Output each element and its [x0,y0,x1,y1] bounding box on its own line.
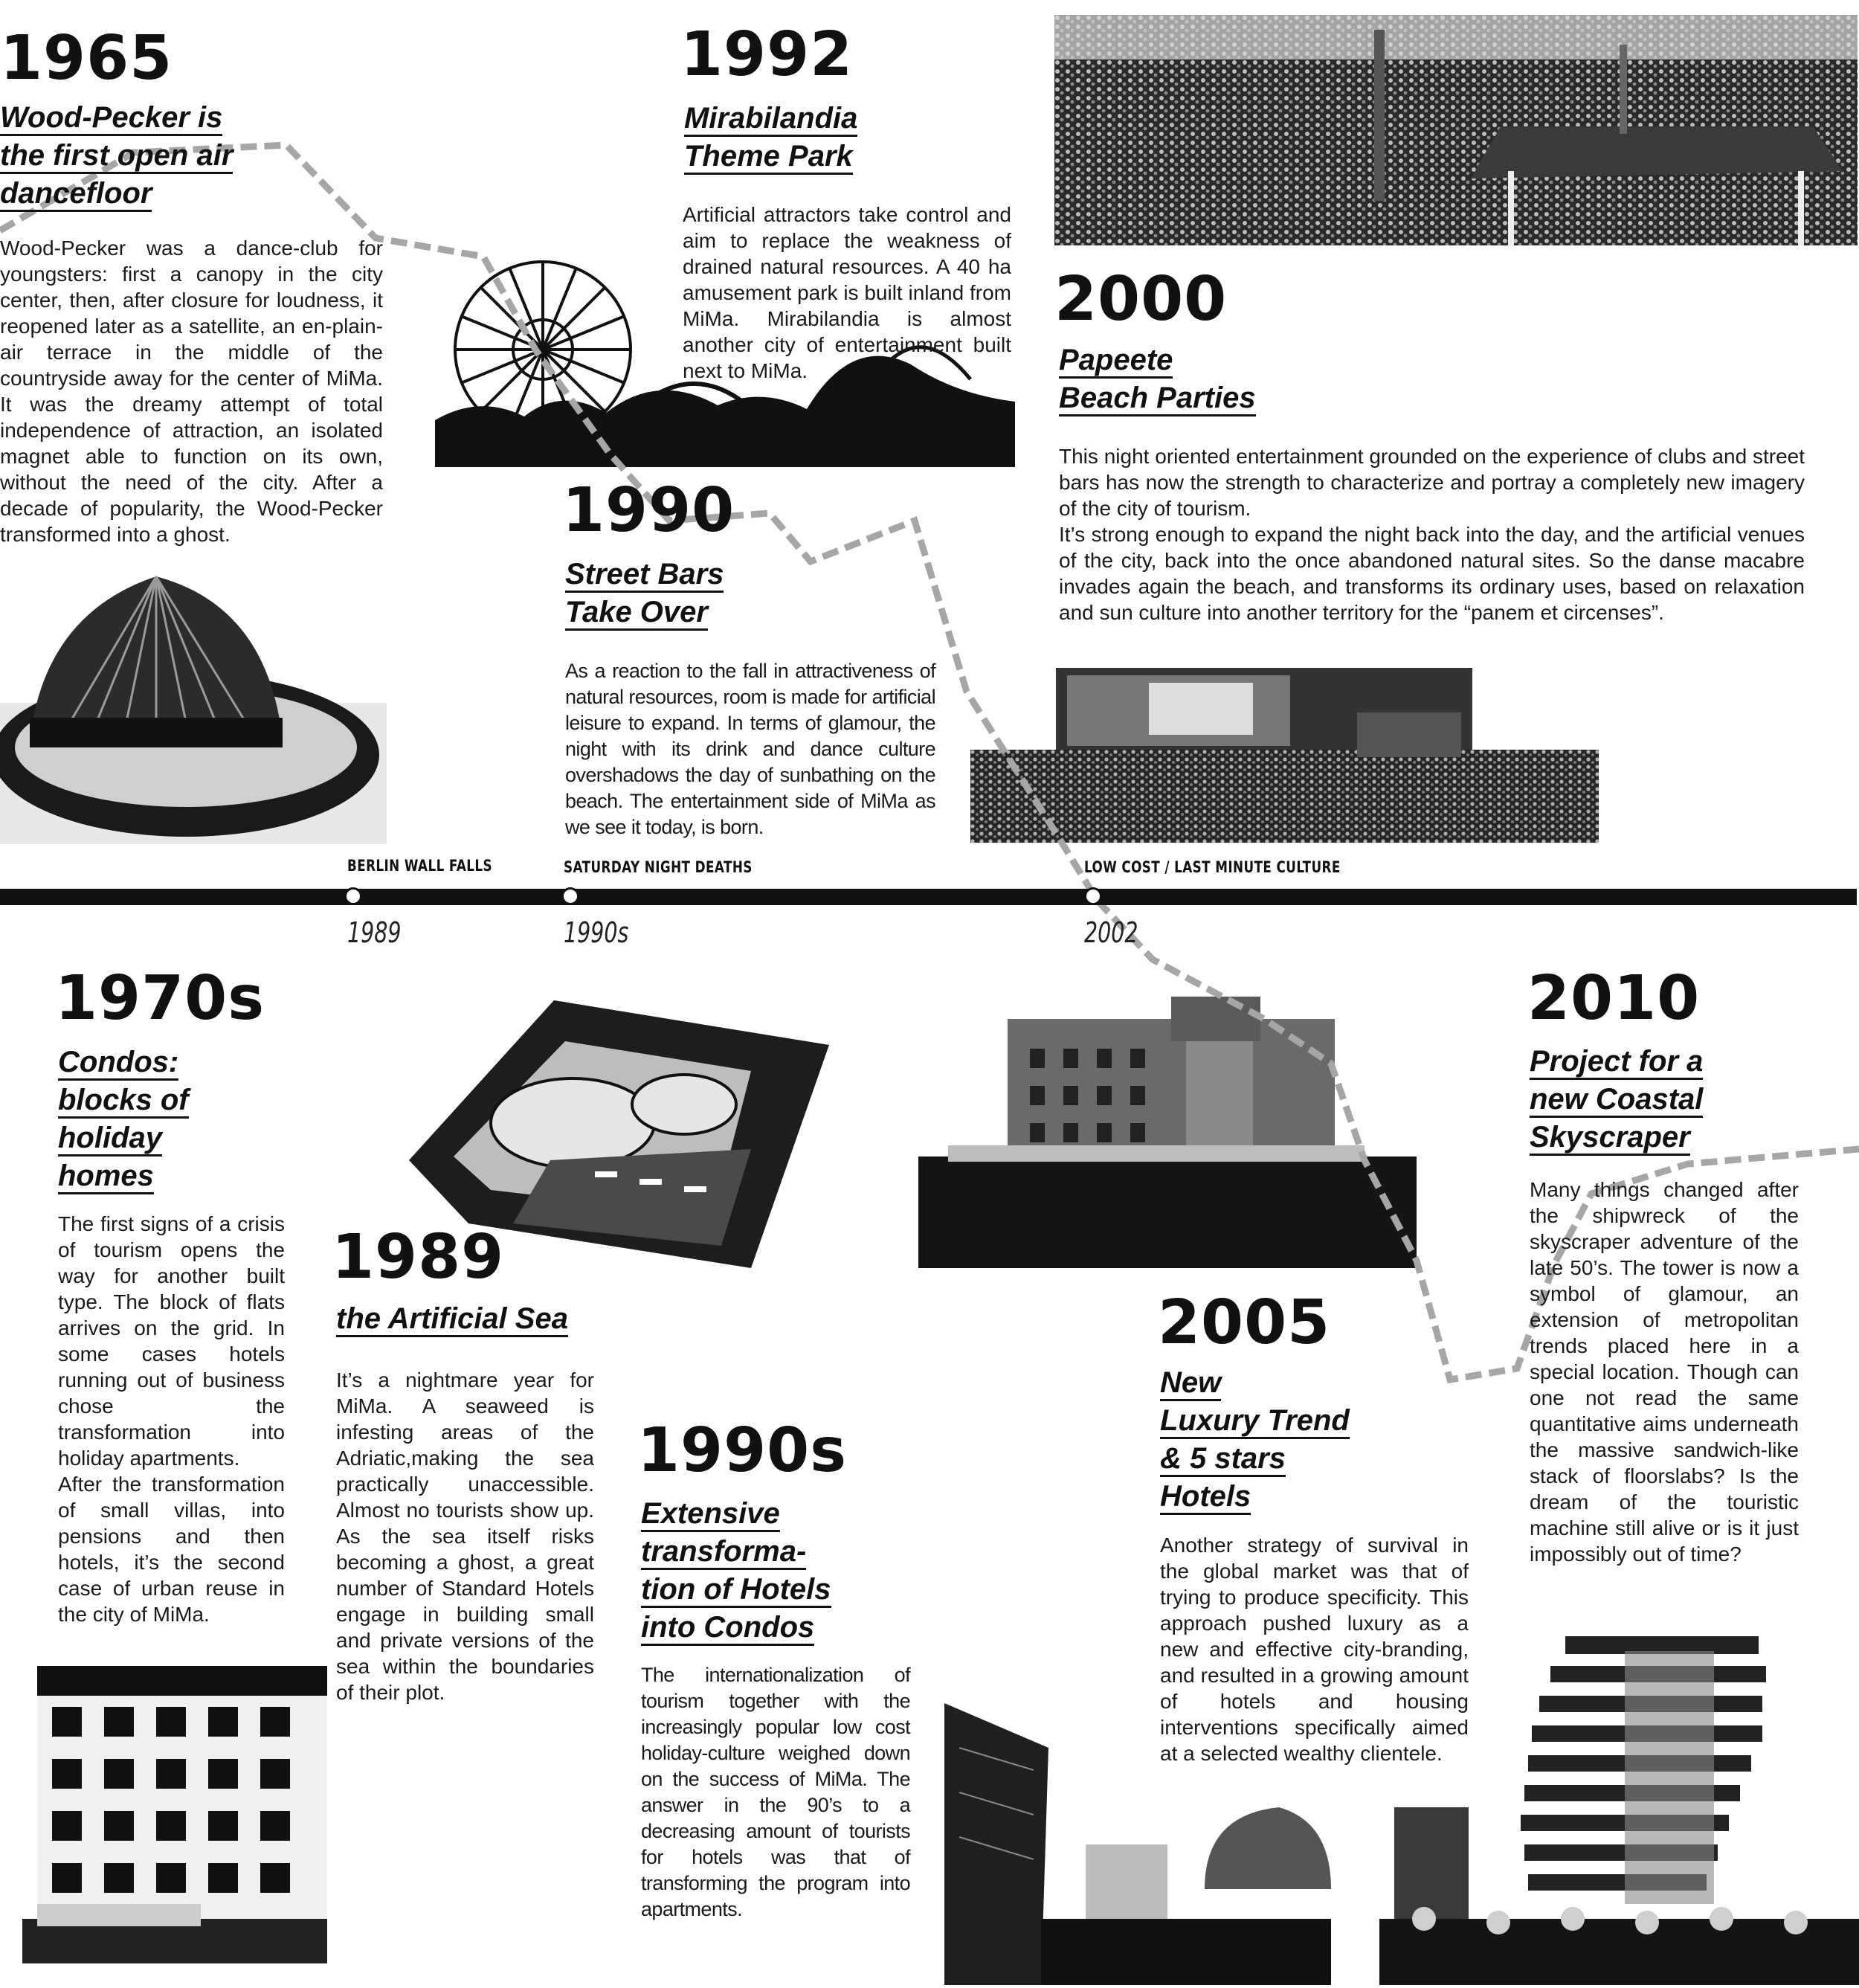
heading-2005-text: New Luxury Trend & 5 stars Hotels [1160,1366,1350,1515]
timeline-marker-2002 [1084,887,1102,905]
timeline-marker-1989 [344,887,362,905]
year-1989: 1989 [332,1222,505,1293]
heading-1965-text: Wood-Pecker is the first open air dancefloor [0,101,233,212]
heading-2010 [1530,1043,1753,1157]
body-1970s: The first signs of a crisis of tourism opens the way for another built type. The block of flats arrives on the grid. In some cases hotels running out of business chose the transformation into holiday apartments. After the transformation of small villas, into pensions and then hotels, it’s the second case of urban reuse in the city of MiMa. [58,1212,285,1626]
event-label-berlin-wall: BERLIN WALL FALLS [347,857,492,875]
body-2005: Another strategy of survival in the global market was that of trying to produce specificity. This approach pushed luxury as a new and effective city-branding, and resulted in a growing amount of hotels and housing interventions specifically aimed at a selected wealthy clientele. [1160,1534,1469,1765]
year-2000: 2000 [1054,264,1228,335]
event-date-2002: 2002 [1084,916,1138,949]
event-date-1989: 1989 [347,916,402,949]
heading-1992-text: Mirabilandia Theme Park [684,102,857,175]
body-2010: Many things changed after the shipwreck of the skyscraper adventure of the late 50’s. The tower is now a symbol of glamour, an extension of metropolitan trends placed here in a special location. Though can one not read the same quantitative aims underneath the massive sandwich-like stack of floorslabs? Is the dream of the touristic machine still alive or is it just impossibly out of time? [1530,1178,1799,1566]
timeline-marker-1990s [561,887,579,905]
body-1992: Artificial attractors take control and aim to replace the weakness of drained natural resources. A 40 ha amusement park is built inland from MiMa. Mirabilandia is almost another city of entertainment built next to MiMa. [683,203,1011,382]
body-1990: As a reaction to the fall in attractiveness of natural resources, room is made for artificial leisure to expand. In terms of glamour, the night with its drink and dance culture overshadows the day of sunbathing on the beach. The entertainment side of MiMa as we see it today, is born. [565,660,935,838]
body-1989: It’s a nightmare year for MiMa. A seaweed is infesting areas of the Adriatic,making the sea practically unaccessible. Almost no tourists show up. As the sea itself risks becoming a ghost, a great number of Standard Hotels engage in building small and private versions of the sea within the boundaries of their plot. [336,1368,594,1704]
heading-1970s [58,1043,222,1195]
year-1990: 1990 [562,475,735,546]
year-1970s: 1970s [55,963,265,1034]
heading-1990s-text: Extensive transforma- tion of Hotels into Condos [641,1497,831,1646]
body-2000: This night oriented entertainment grounded on the experience of clubs and street bars has now the strength to characterize and portray a completely new imagery of the city of tourism. It’s strong enough to expand the night back into the day, and the artificial venues of the city, back into the once abandoned natural sites. So the danse macabre invades again the beach, and transforms its ordinary uses, based on relaxation and sun culture into another territory for the “panem et circenses”. [1059,445,1805,624]
heading-1970s-text: Condos: blocks of holiday homes [58,1046,189,1194]
timeline-axis [0,889,1857,905]
year-1965: 1965 [0,23,173,94]
heading-1965 [0,99,253,213]
heading-2000-text: Papeete Beach Parties [1059,344,1256,416]
year-2010: 2010 [1527,963,1701,1034]
year-1992: 1992 [680,19,854,90]
heading-1989 [336,1300,604,1338]
event-label-saturday-night: SATURDAY NIGHT DEATHS [564,858,753,876]
year-1990s: 1990s [637,1415,848,1486]
body-1965: Wood-Pecker was a dance-club for youngsters: first a canopy in the city center, then, after closure for loudness, it reopened later as a satellite, an en-plain-air terrace in the middle of the countryside away for the center of MiMa. It was the dreamy attempt of total independence of attraction, an isolated magnet able to function on its own, without the need of the city. After a decade of popularity, the Wood-Pecker transformed into a ghost. [0,237,383,546]
heading-2005 [1160,1364,1383,1516]
heading-1989-text: the Artificial Sea [336,1302,568,1337]
heading-2000 [1059,341,1297,417]
body-1990s: The internationalization of tourism together with the increasingly popular low cost holiday-culture weighed down on the success of MiMa. The answer in the 90’s to a decreasing amount of tourists for hotels was that of transforming the program into apartments. [641,1664,910,1920]
heading-2010-text: Project for a new Coastal Skyscraper [1530,1045,1703,1156]
heading-1990 [565,556,788,631]
heading-1992 [684,100,907,176]
heading-1990-text: Street Bars Take Over [565,558,724,631]
event-label-low-cost: LOW COST / LAST MINUTE CULTURE [1084,858,1341,876]
heading-1990s [641,1495,857,1647]
year-2005: 2005 [1158,1287,1331,1358]
event-date-1990s: 1990s [564,916,629,949]
